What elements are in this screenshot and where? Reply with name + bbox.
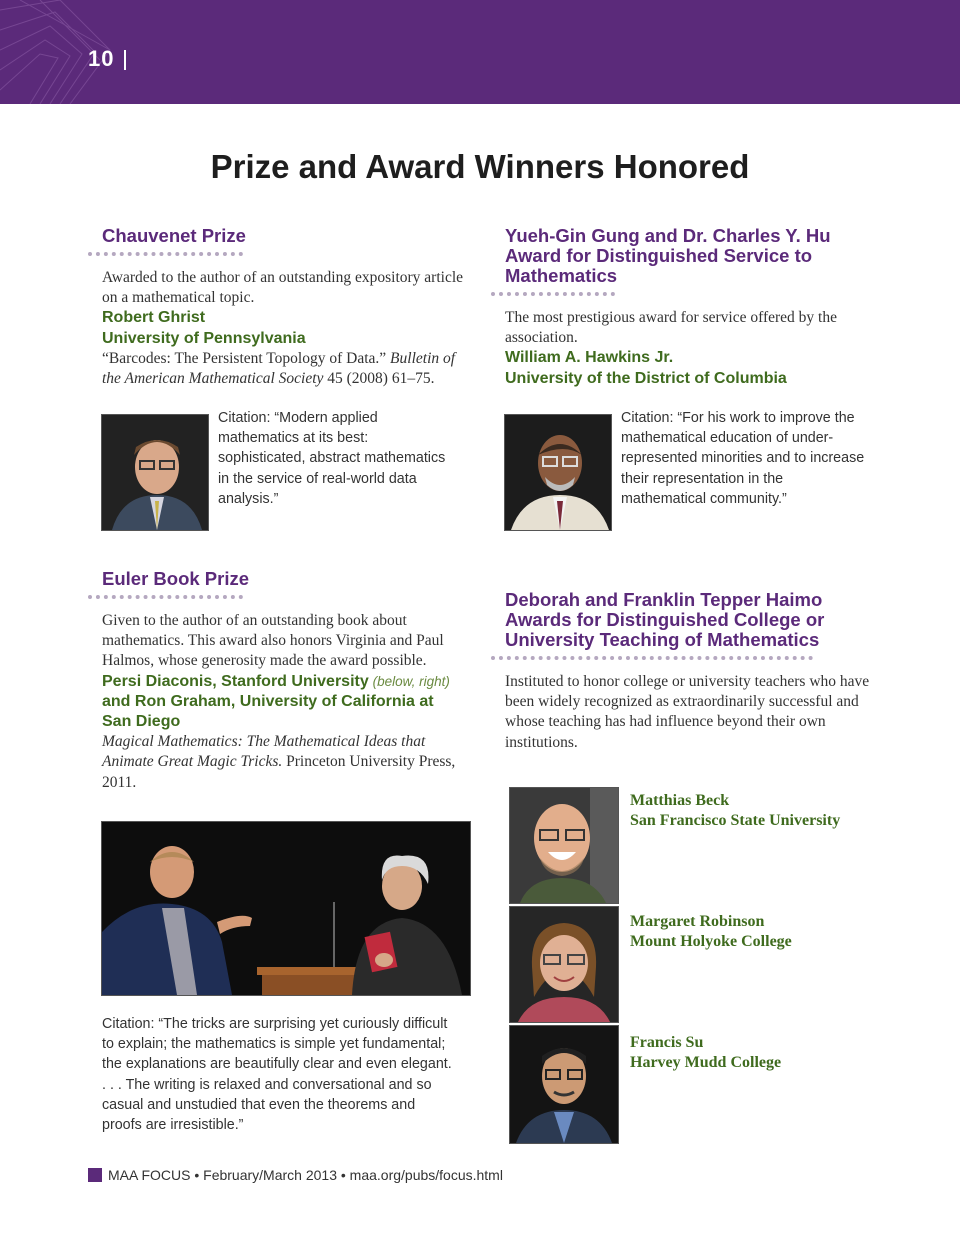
haimo-title-line: Awards for Distinguished College or [505,609,825,630]
haimo-winner-1-affiliation: San Francisco State University [630,812,841,830]
photo-francis-su [509,1025,619,1144]
gung-hu-title-line: Award for Distinguished Service to [505,245,813,266]
haimo-title-line: Deborah and Franklin Tepper Haimo [505,589,823,610]
haimo-winner-3-affiliation: Harvey Mudd College [630,1054,782,1072]
page-number-divider [124,50,126,70]
euler-description: Given to the author of an outstanding book about mathematics. This award also honors Virginia and Paul Halmos, whose generosity made the award possible. [102,612,444,670]
euler-title: Euler Book Prize [102,568,250,589]
haimo-winner-3 [630,1033,850,1073]
gung-hu-affiliation: University of the District of Columbia [505,369,787,387]
gung-hu-title [491,226,871,286]
page-footer [88,1167,503,1183]
page-header [0,0,960,104]
chauvenet-affiliation: University of Pennsylvania [102,329,306,347]
gung-hu-title-line: Mathematics [505,265,618,286]
photo-matthias-beck [509,787,619,904]
chauvenet-body [88,268,468,389]
dotted-divider [88,252,243,256]
chauvenet-citation: Citation: “Modern applied mathematics at its best: sophisticated, abstract mathematics in the service of real-world data analysis.” [218,410,446,507]
gung-hu-citation: Citation: “For his work to improve the mathematical education of under-represented minorities and to increase their representation in the mathematical community.” [621,410,865,507]
euler-book [102,732,460,793]
haimo-description: Instituted to honor college or university teachers who have been widely recognized as extraordinarily successful and whose teaching has had influence beyond their own institutions. [505,673,870,751]
euler-winner-2: and Ron Graham, University of California at San Diego [102,692,434,731]
chauvenet-winner: Robert Ghrist [102,309,206,327]
page-number: 10 [88,46,115,71]
euler-winner-1: Persi Diaconis, Stanford University [102,672,369,690]
gung-hu-winner: William A. Hawkins Jr. [505,349,674,367]
haimo-body [491,672,871,753]
chauvenet-reference [102,349,468,389]
euler-winner-1-note: (below, right) [372,673,450,689]
gung-hu-body [491,308,871,389]
footer-square-icon [88,1168,102,1182]
euler-section [88,569,460,793]
photo-william-hawkins [504,414,612,531]
euler-body [88,611,460,793]
chauvenet-description: Awarded to the author of an outstanding expository article on a mathematical topic. [102,269,464,307]
haimo-winner-3-name: Francis Su [630,1034,704,1051]
dotted-divider [491,656,813,660]
haimo-section [491,590,871,753]
chauvenet-journal-ref: 45 (2008) 61–75. [327,370,435,388]
footer-text: MAA FOCUS • February/March 2013 • maa.org/pubs/focus.html [108,1167,503,1183]
euler-book-title: Magical Mathematics: The Mathematical Ideas that Animate Great Magic Tricks. [102,733,426,771]
photo-margaret-robinson [509,906,619,1023]
euler-citation: Citation: “The tricks are surprising yet curiously difficult to explain; the mathematics is simple yet fundamental; the explanations are beautifully clear and even elegant. . . . The writing is relaxed and conversational and so casual and unstudied that even the theorems and proofs are irresistible.” [102,1016,452,1134]
gung-hu-section [491,226,871,389]
haimo-winner-1 [630,791,850,831]
haimo-winner-2-name: Margaret Robinson [630,913,765,930]
chauvenet-title: Chauvenet Prize [102,225,246,246]
chauvenet-work-title: “Barcodes: The Persistent Topology of Data.” [102,349,387,367]
page-title: Prize and Award Winners Honored [210,148,750,185]
dotted-divider [88,595,243,599]
gung-hu-description: The most prestigious award for service offered by the association. [505,309,837,347]
chauvenet-section [88,226,468,389]
photo-robert-ghrist [101,414,209,531]
haimo-winner-1-name: Matthias Beck [630,792,730,809]
chauvenet-journal: Bulletin of the American Mathematical Society [102,349,456,388]
euler-winners [102,672,460,733]
haimo-winner-2 [630,912,850,952]
haimo-title-line: University Teaching of Mathematics [505,629,820,650]
dotted-divider [491,292,615,296]
haimo-title [491,590,871,650]
euler-publisher: Princeton University Press, 2011. [102,753,456,791]
gung-hu-title-line: Yueh-Gin Gung and Dr. Charles Y. Hu [505,225,831,246]
haimo-winner-2-affiliation: Mount Holyoke College [630,933,792,951]
photo-euler-winners [101,821,471,996]
